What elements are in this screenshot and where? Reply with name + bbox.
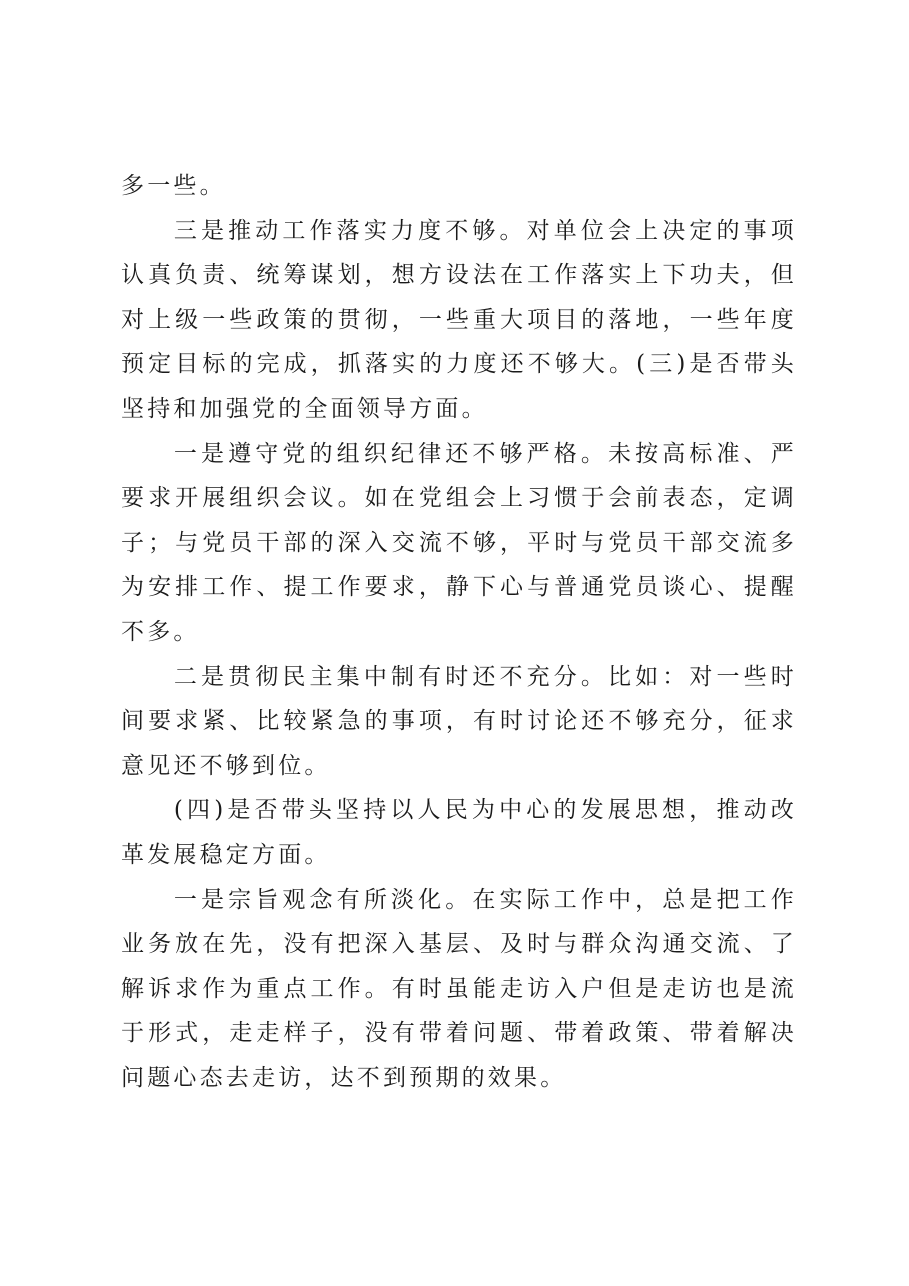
paragraph-continuation: 多一些。 [121,173,226,199]
paragraph-section-four-heading: (四)是否带头坚持以人民为中心的发展思想，推动改革发展稳定方面。 [121,797,797,868]
paragraph-purpose-awareness: 一是宗旨观念有所淡化。在实际工作中，总是把工作业务放在先，没有把深入基层、及时与群众沟通交流、了解诉求作为重点工作。有时虽能走访入户但是走访也是流于形式，走走样子，没有带着问题、带着政策、带着解决问题心态去走访，达不到预期的效果。 [121,886,797,1091]
document-body [121,164,797,1100]
paragraph-work-implementation: 三是推动工作落实力度不够。对单位会上决定的事项认真负责、统筹谋划，想方设法在工作落实上下功夫，但对上级一些政策的贯彻，一些重大项目的落地，一些年度预定目标的完成，抓落实的力度还不够大。(三)是否带头坚持和加强党的全面领导方面。 [121,217,797,422]
paragraph-democratic-centralism: 二是贯彻民主集中制有时还不充分。比如：对一些时间要求紧、比较紧急的事项，有时讨论还不够充分，征求意见还不够到位。 [121,663,797,779]
paragraph-organizational-discipline: 一是遵守党的组织纪律还不够严格。未按高标准、严要求开展组织会议。如在党组会上习惯于会前表态，定调子；与党员干部的深入交流不够，平时与党员干部交流多为安排工作、提工作要求，静下心与普通党员谈心、提醒不多。 [121,440,797,645]
